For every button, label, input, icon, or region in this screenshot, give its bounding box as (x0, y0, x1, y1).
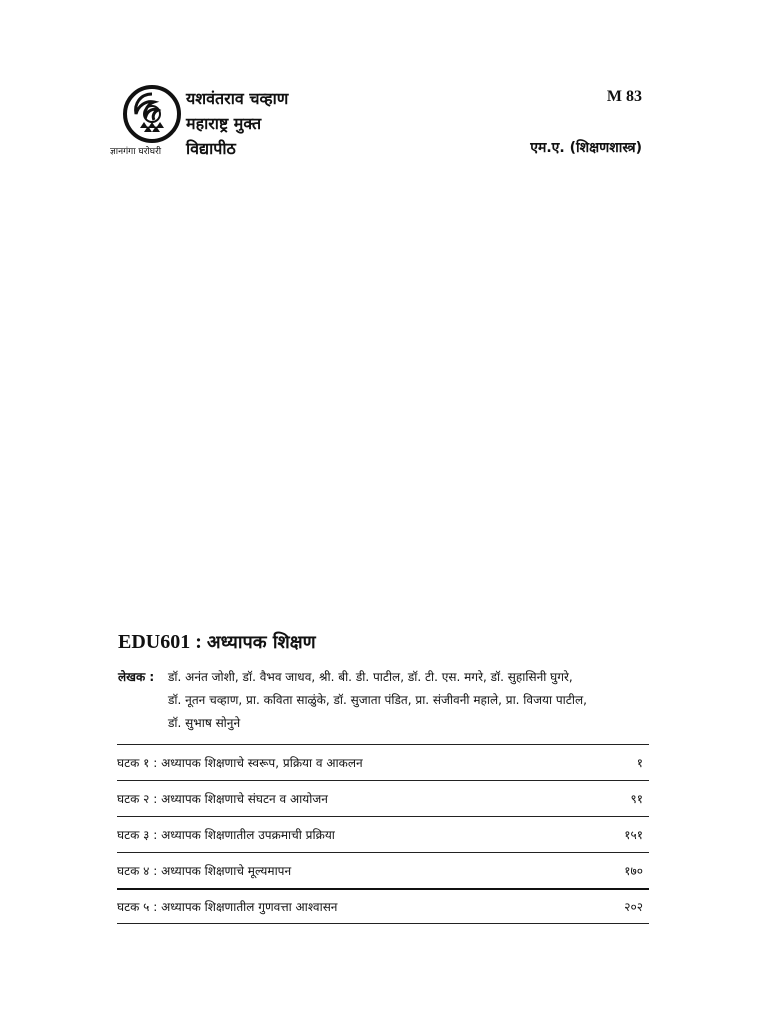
course-code-label: EDU601 : (118, 631, 202, 653)
university-name-line: महाराष्ट्र मुक्त (186, 114, 262, 133)
university-logo-icon (122, 84, 182, 144)
authors-list (168, 666, 587, 735)
course-title-text: अध्यापक शिक्षण (206, 632, 316, 653)
authors-line: डॉ. नूतन चव्हाण, प्रा. कविता साळुंके, डॉ. सुजाता पंडित, प्रा. संजीवनी महाले, प्रा. विजया पाटील, (168, 693, 587, 707)
toc-row-label: घटक २ : अध्यापक शिक्षणाचे संघटन व आयोजन (117, 792, 328, 806)
toc-row-page: १ (636, 756, 643, 770)
course-code: M 83 (606, 88, 642, 105)
university-name-line: यशवंतराव चव्हाण (186, 89, 289, 108)
logo-caption: ज्ञानगंगा घरोघरी (110, 147, 162, 157)
authors-line: डॉ. सुभाष सोनुने (168, 716, 241, 730)
table-of-contents (117, 744, 649, 924)
authors-line: डॉ. अनंत जोशी, डॉ. वैभव जाधव, श्री. बी. डी. पाटील, डॉ. टी. एस. मगरे, डॉ. सुहासिनी घुगरे, (168, 670, 573, 684)
toc-row[interactable] (117, 780, 649, 816)
toc-row[interactable] (117, 744, 649, 780)
toc-row-page: १७० (624, 864, 643, 878)
university-name (186, 86, 288, 161)
toc-row[interactable] (117, 888, 649, 924)
authors-label: लेखक : (118, 670, 155, 684)
toc-row-page: २०२ (624, 900, 643, 914)
toc-row[interactable] (117, 852, 649, 888)
degree-name: एम.ए. (शिक्षणशास्त्र) (530, 140, 642, 156)
toc-row-label: घटक ४ : अध्यापक शिक्षणाचे मूल्यमापन (117, 864, 292, 878)
toc-row-page: ९१ (630, 792, 643, 806)
toc-row-label: घटक ३ : अध्यापक शिक्षणातील उपक्रमाची प्रक्रिया (117, 828, 335, 842)
toc-row[interactable] (117, 816, 649, 852)
toc-row-label: घटक १ : अध्यापक शिक्षणाचे स्वरूप, प्रक्रिया व आकलन (117, 756, 363, 770)
toc-row-page: १५१ (624, 828, 643, 842)
course-title (118, 630, 316, 654)
university-name-line: विद्यापीठ (186, 139, 236, 158)
toc-row-label: घटक ५ : अध्यापक शिक्षणातील गुणवत्ता आश्वासन (117, 900, 338, 914)
